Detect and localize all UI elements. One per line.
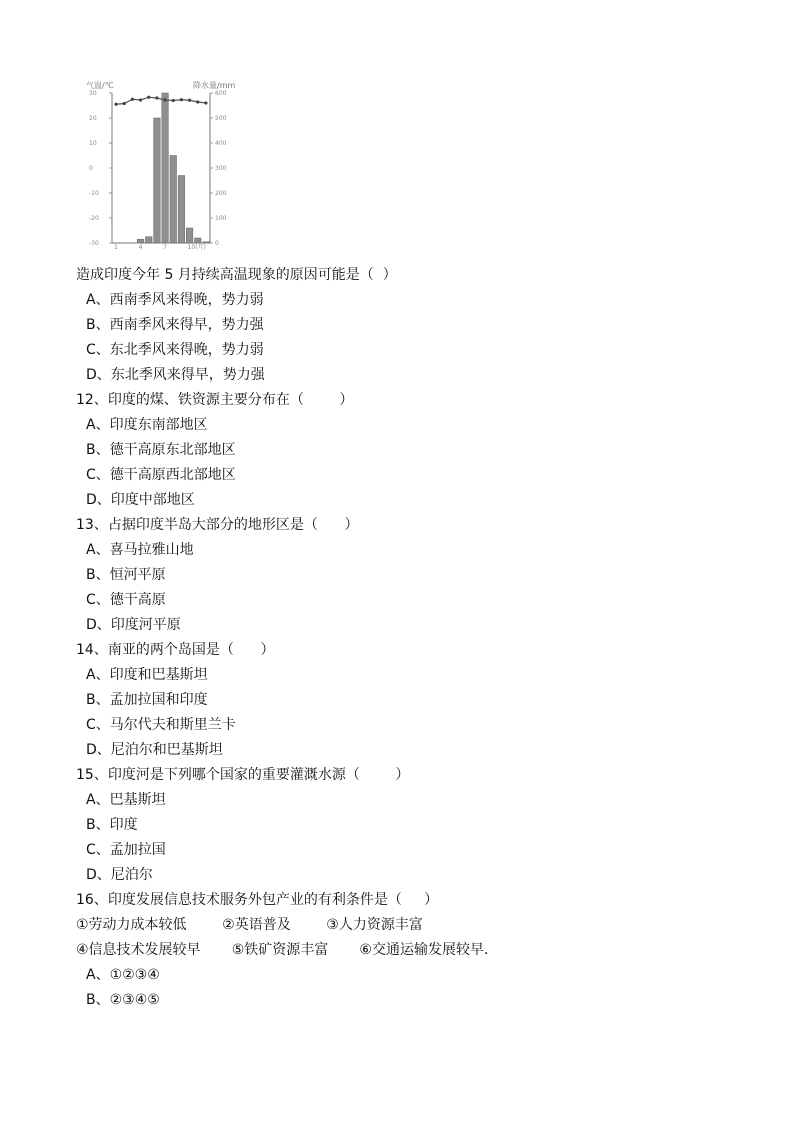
x-tick-label: 4 (138, 244, 143, 251)
right-tick-label: 300 (215, 165, 227, 172)
question-stem: 15、印度河是下列哪个国家的重要灌溉水源（ ） (76, 767, 410, 783)
precipitation-bar (186, 228, 193, 243)
x-tick-label: 7 (163, 244, 167, 251)
temperature-point (123, 102, 126, 105)
answer-option[interactable]: C、德干高原西北部地区 (86, 467, 236, 483)
right-tick-label: 600 (215, 90, 227, 97)
answer-option[interactable]: D、印度中部地区 (86, 492, 195, 508)
x-tick-label: 10(月) (187, 244, 206, 251)
right-axis-label: 降水量/mm (193, 81, 236, 90)
answer-option[interactable]: B、印度 (86, 817, 138, 833)
question-stem: 13、占据印度半岛大部分的地形区是（ ） (76, 517, 359, 533)
precipitation-bar (178, 176, 185, 244)
answer-option[interactable]: A、①②③④ (86, 967, 160, 983)
answer-option[interactable]: C、孟加拉国 (86, 842, 166, 858)
answer-option[interactable]: D、尼泊尔 (86, 867, 153, 883)
answer-option[interactable]: A、西南季风来得晚，势力弱 (86, 292, 264, 308)
left-tick-label: -30 (89, 240, 99, 247)
temperature-point (147, 96, 150, 99)
answer-option[interactable]: D、东北季风来得早，势力强 (86, 367, 265, 383)
right-tick-label: 400 (215, 140, 227, 147)
answer-option[interactable]: C、马尔代夫和斯里兰卡 (86, 717, 236, 733)
left-tick-label: 20 (89, 115, 97, 122)
answer-option[interactable]: A、巴基斯坦 (86, 792, 166, 808)
answer-option[interactable]: B、孟加拉国和印度 (86, 692, 208, 708)
temperature-point (196, 100, 199, 103)
question-list (76, 263, 766, 1013)
answer-option[interactable]: A、喜马拉雅山地 (86, 542, 194, 558)
condition-line: ④信息技术发展较早 ⑤铁矿资源丰富 ⑥交通运输发展较早． (76, 942, 498, 958)
question-stem: 16、印度发展信息技术服务外包产业的有利条件是（ ） (76, 892, 439, 908)
answer-option[interactable]: B、恒河平原 (86, 567, 166, 583)
precipitation-bar (203, 242, 210, 243)
precipitation-bar (170, 156, 177, 244)
temperature-point (131, 98, 134, 101)
left-tick-label: -20 (89, 215, 99, 222)
question-stem: 造成印度今年 5 月持续高温现象的原因可能是（ ） (76, 267, 397, 283)
temperature-point (114, 103, 117, 106)
precipitation-bar (145, 237, 152, 243)
climate-chart (84, 78, 244, 252)
condition-line: ①劳动力成本较低 ②英语普及 ③人力资源丰富 (76, 917, 423, 933)
temperature-point (139, 98, 142, 101)
right-tick-label: 0 (215, 240, 219, 247)
answer-option[interactable]: D、尼泊尔和巴基斯坦 (86, 742, 223, 758)
right-tick-label: 200 (215, 190, 227, 197)
precipitation-bar (194, 238, 201, 243)
answer-option[interactable]: D、印度河平原 (86, 617, 181, 633)
temperature-point (204, 101, 207, 104)
temperature-point (172, 99, 175, 102)
answer-option[interactable]: A、印度和巴基斯坦 (86, 667, 208, 683)
precipitation-bar (137, 239, 144, 243)
temperature-point (180, 98, 183, 101)
answer-option[interactable]: C、东北季风来得晚，势力弱 (86, 342, 264, 358)
temperature-point (155, 96, 158, 99)
x-tick-label: 1 (114, 244, 118, 251)
answer-option[interactable]: B、德干高原东北部地区 (86, 442, 236, 458)
left-axis-label: 气温/℃ (86, 81, 114, 90)
right-tick-label: 100 (215, 215, 227, 222)
left-tick-label: 0 (89, 165, 93, 172)
temperature-line (116, 97, 206, 104)
precipitation-bar (162, 93, 169, 243)
left-tick-label: 30 (89, 90, 97, 97)
temperature-point (188, 99, 191, 102)
answer-option[interactable]: B、②③④⑤ (86, 992, 160, 1008)
left-tick-label: -10 (89, 190, 99, 197)
question-stem: 14、南亚的两个岛国是（ ） (76, 642, 275, 658)
right-tick-label: 500 (215, 115, 227, 122)
temperature-point (163, 98, 166, 101)
answer-option[interactable]: C、德干高原 (86, 592, 166, 608)
left-tick-label: 10 (89, 140, 97, 147)
answer-option[interactable]: A、印度东南部地区 (86, 417, 208, 433)
answer-option[interactable]: B、西南季风来得早，势力强 (86, 317, 264, 333)
climate-chart-svg (84, 78, 244, 252)
precipitation-bar (154, 118, 161, 243)
question-stem: 12、印度的煤、铁资源主要分布在（ ） (76, 392, 354, 408)
